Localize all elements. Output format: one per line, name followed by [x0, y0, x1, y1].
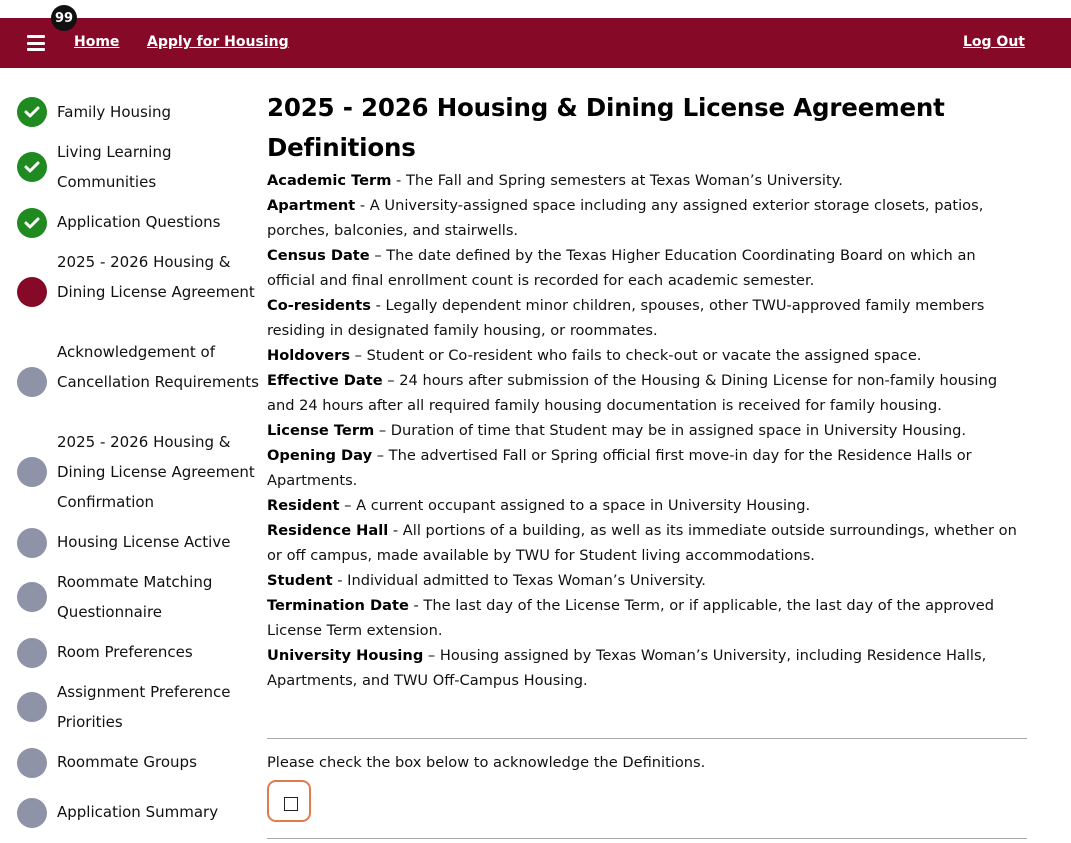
page-title: 2025 - 2026 Housing & Dining License Agreement: [267, 93, 945, 122]
definition-item: [267, 643, 1027, 693]
home-link[interactable]: Home: [74, 34, 120, 50]
step-label: Living Learning Communities: [57, 143, 172, 191]
definition-item: [267, 243, 1027, 293]
definition-term: Residence Hall: [267, 522, 389, 539]
section-title: Definitions: [267, 133, 416, 162]
incomplete-step-dot-icon: [17, 798, 47, 828]
definition-text: - A University-assigned space including any assigned exterior storage closets, patios, porches, balconies, and stairwells.: [267, 197, 984, 239]
definition-term: Termination Date: [267, 597, 409, 614]
definition-text: - Legally dependent minor children, spouses, other TWU-approved family members residing in designated family housing, or roommates.: [267, 297, 985, 339]
definition-item: [267, 193, 1027, 243]
definition-text: - All portions of a building, as well as its immediate outside surroundings, whether on or off campus, made available by TWU for Student living accommodations.: [267, 522, 1017, 564]
step-label: Acknowledgement of Cancellation Requirements: [57, 343, 259, 391]
definition-text: - The Fall and Spring semesters at Texas Woman’s University.: [391, 172, 843, 189]
definition-item: [267, 518, 1027, 568]
definition-term: Apartment: [267, 197, 356, 214]
step-label: 2025 - 2026 Housing & Dining License Agreement Confirmation: [57, 433, 255, 511]
step-label: 2025 - 2026 Housing & Dining License Agreement: [57, 253, 255, 301]
divider: [267, 738, 1027, 739]
definition-text: – 24 hours after submission of the Housing & Dining License for non-family housing and 24 hours after all required family housing documentation is received for family housing.: [267, 372, 998, 414]
acknowledge-checkbox-focus-ring[interactable]: [267, 780, 311, 822]
definition-item: [267, 593, 1027, 643]
step-label: Family Housing: [57, 103, 172, 121]
incomplete-step-dot-icon: [17, 692, 47, 722]
step-label: Housing License Active: [57, 533, 231, 551]
definition-term: Co-residents: [267, 297, 371, 314]
definition-item: [267, 368, 1027, 418]
definition-text: – A current occupant assigned to a space in University Housing.: [339, 497, 811, 514]
step-label: Roommate Matching Questionnaire: [57, 573, 213, 621]
definition-text: – Student or Co-resident who fails to check-out or vacate the assigned space.: [350, 347, 922, 364]
acknowledge-checkbox[interactable]: [284, 797, 298, 811]
main-content: [267, 88, 1027, 771]
definition-text: – Duration of time that Student may be in assigned space in University Housing.: [374, 422, 966, 439]
step-label: Room Preferences: [57, 643, 193, 661]
current-step-dot-icon: [17, 277, 47, 307]
definition-item: [267, 568, 1027, 593]
definition-term: Student: [267, 572, 333, 589]
incomplete-step-dot-icon: [17, 582, 47, 612]
notification-badge: 99: [51, 5, 77, 31]
incomplete-step-dot-icon: [17, 457, 47, 487]
step-label: Application Questions: [57, 213, 221, 231]
check-icon: [17, 208, 47, 238]
definition-item: [267, 443, 1027, 493]
application-steps-sidebar: [0, 0, 265, 843]
apply-for-housing-link[interactable]: Apply for Housing: [147, 34, 289, 50]
definition-term: License Term: [267, 422, 375, 439]
log-out-link[interactable]: Log Out: [963, 34, 1025, 50]
definitions-list: [267, 168, 1027, 693]
definition-item: [267, 493, 1027, 518]
definition-term: University Housing: [267, 647, 424, 664]
definition-term: Opening Day: [267, 447, 373, 464]
incomplete-step-dot-icon: [17, 638, 47, 668]
definition-text: – The date defined by the Texas Higher Education Coordinating Board on which an official and final enrollment count is recorded for each academic semester.: [267, 247, 976, 289]
step-label: Roommate Groups: [57, 753, 197, 771]
definition-text: - Individual admitted to Texas Woman’s University.: [332, 572, 706, 589]
definition-term: Resident: [267, 497, 340, 514]
definition-item: [267, 168, 1027, 193]
definition-text: - The last day of the License Term, or if applicable, the last day of the approved License Term extension.: [267, 597, 995, 639]
divider: [267, 838, 1027, 839]
definition-text: – The advertised Fall or Spring official first move-in day for the Residence Halls or Apartments.: [267, 447, 972, 489]
step-label: Assignment Preference Priorities: [57, 683, 231, 731]
check-icon: [17, 97, 47, 127]
definition-text: – Housing assigned by Texas Woman’s University, including Residence Halls, Apartments, and TWU Off-Campus Housing.: [267, 647, 987, 689]
definition-term: Holdovers: [267, 347, 351, 364]
definition-term: Academic Term: [267, 172, 392, 189]
incomplete-step-dot-icon: [17, 528, 47, 558]
acknowledge-instructions: Please check the box below to acknowledge the Definitions.: [267, 754, 706, 771]
definition-item: [267, 418, 1027, 443]
incomplete-step-dot-icon: [17, 748, 47, 778]
definition-term: Effective Date: [267, 372, 383, 389]
definition-item: [267, 343, 1027, 368]
step-label: Application Summary: [57, 803, 219, 821]
incomplete-step-dot-icon: [17, 367, 47, 397]
definition-item: [267, 293, 1027, 343]
check-icon: [17, 152, 47, 182]
definition-term: Census Date: [267, 247, 370, 264]
